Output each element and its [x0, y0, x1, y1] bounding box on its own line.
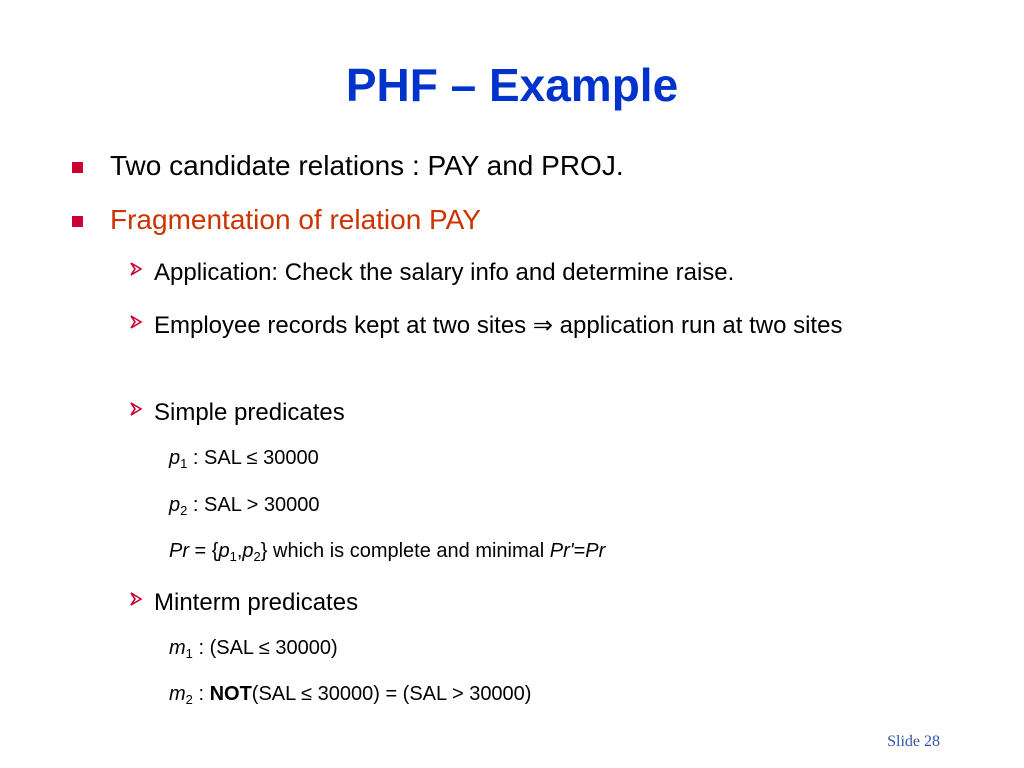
predicate-variable: p	[169, 494, 181, 516]
sub-item-text: Simple predicates	[154, 399, 345, 426]
pr-p1-subscript: 1	[229, 549, 237, 564]
square-bullet-icon	[72, 162, 83, 173]
employee-records-text: Employee records kept at two sites	[154, 312, 527, 339]
pr-p2-subscript: 2	[253, 549, 261, 564]
minterm-subscript: 1	[185, 646, 193, 661]
minterm-subscript: 2	[185, 692, 193, 707]
minterm-colon: :	[192, 683, 210, 705]
arrow-bullet-icon	[128, 591, 144, 607]
pr-variable: Pr	[169, 540, 189, 562]
pr-prime: Pr'	[549, 540, 574, 562]
predicate-variable: p	[169, 447, 181, 469]
pr-description: } which is complete and minimal	[260, 540, 550, 562]
pr-equals: = {	[189, 540, 219, 562]
arrow-bullet-icon	[128, 401, 144, 417]
predicate-p2	[169, 494, 320, 517]
predicate-subscript: 1	[180, 456, 188, 471]
minterm-variable: m	[169, 637, 186, 659]
sub-item-text: Application: Check the salary info and determine raise.	[154, 259, 735, 286]
slide-title: PHF – Example	[345, 59, 679, 111]
bullet-text: Fragmentation of relation PAY	[110, 204, 481, 235]
predicate-expression: : SAL ≤ 30000	[187, 447, 319, 469]
minterm-m1	[169, 637, 338, 660]
slide-number: Slide 28	[887, 733, 940, 750]
pr-last: Pr	[585, 540, 606, 562]
predicate-subscript: 2	[180, 503, 188, 518]
arrow-bullet-icon	[128, 314, 144, 330]
application-run-text: application run at two sites	[559, 312, 843, 339]
minterm-expression: (SAL ≤ 30000) = (SAL > 30000)	[251, 683, 532, 705]
sub-item-text: Minterm predicates	[154, 589, 359, 616]
not-keyword: NOT	[209, 683, 252, 705]
minterm-variable: m	[169, 683, 186, 705]
pr-p1: p	[218, 540, 230, 562]
pr-p2: p	[242, 540, 254, 562]
arrow-bullet-icon	[128, 261, 144, 277]
pr-equals-2: =	[573, 540, 586, 562]
predicate-set-pr	[169, 540, 605, 563]
bullet-text: Two candidate relations : PAY and PROJ.	[110, 150, 624, 181]
pr-comma: ,	[236, 540, 243, 562]
minterm-m2	[169, 683, 531, 706]
implies-arrow: ⇒	[532, 312, 553, 339]
predicate-p1	[169, 447, 319, 470]
minterm-expression: : (SAL ≤ 30000)	[192, 637, 338, 659]
square-bullet-icon	[72, 216, 83, 227]
predicate-expression: : SAL > 30000	[187, 494, 320, 516]
sub-item-text	[154, 309, 944, 343]
